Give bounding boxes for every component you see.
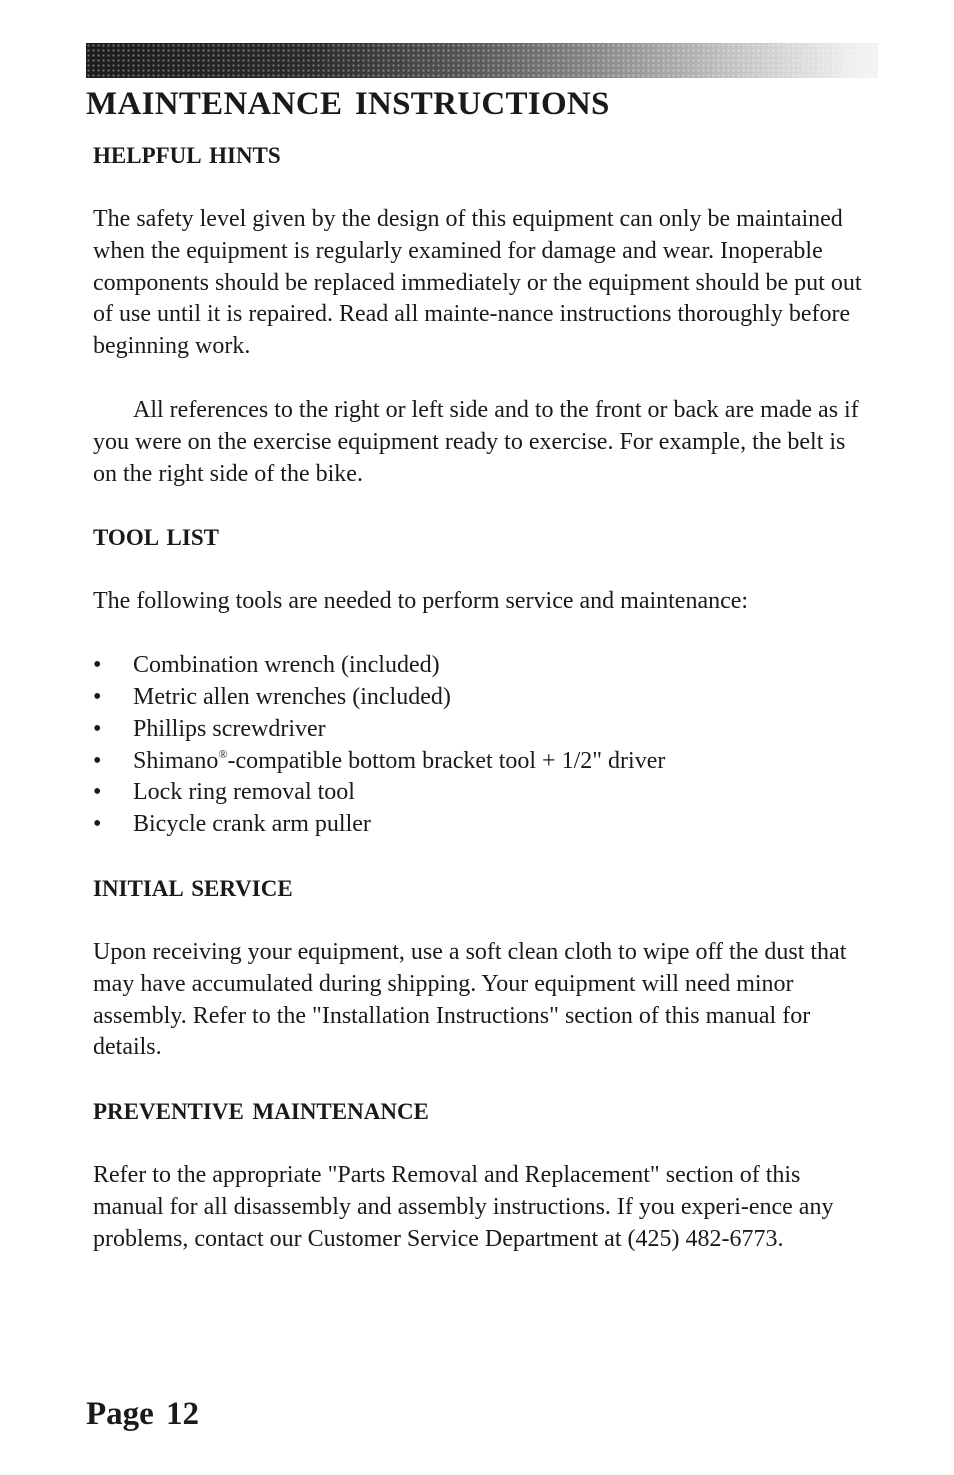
tool-item-label: Lock ring removal tool — [133, 779, 355, 806]
page-content — [93, 140, 863, 1256]
section-tool-list — [93, 522, 863, 841]
section-initial-service — [93, 873, 863, 1064]
tool-item-label: Metric allen wrenches (included) — [133, 683, 451, 710]
bullet-icon: • — [93, 779, 102, 806]
tool-item-label-suffix: -compatible bottom bracket tool + 1/2" driver — [227, 747, 666, 774]
section-helpful-hints — [93, 140, 863, 490]
tool-item-label: Combination wrench (included) — [133, 652, 440, 679]
initial-service-paragraph: Upon receiving your equipment, use a soft clean cloth to wipe off the dust that may have accumulated during shipping. Your equipment will need minor assembly. Refer to the "Installation Instructions" section of this manual for details. — [93, 938, 847, 1061]
list-item — [93, 682, 863, 714]
bullet-icon: • — [93, 652, 102, 679]
registered-mark: ® — [218, 746, 228, 761]
tool-item-label: Phillips screwdriver — [133, 715, 326, 742]
section-preventive-maintenance — [93, 1096, 863, 1255]
header-decorative-bar — [86, 43, 878, 78]
tool-item-label: Shimano — [133, 747, 219, 774]
helpful-hints-paragraph-1: The safety level given by the design of this equipment can only be maintained when the equipment is regularly examined for damage and wear. Inoperable components should be replaced immediately or the equipment should be put out of use until it is repaired. Read all mainte-nance instructions thoroughly before beginning work. — [93, 206, 862, 360]
tool-item-label: Bicycle crank arm puller — [133, 811, 371, 838]
tool-list-intro: The following tools are needed to perform service and maintenance: — [93, 588, 749, 615]
helpful-hints-heading: HELPFUL HINTS — [93, 143, 281, 168]
preventive-maintenance-heading: PREVENTIVE MAINTENANCE — [93, 1099, 429, 1125]
page-number: Page 12 — [86, 1396, 200, 1432]
bullet-icon: • — [93, 811, 102, 838]
preventive-maintenance-paragraph: Refer to the appropriate "Parts Removal and Replacement" section of this manual for all disassembly and assembly instructions. If you experi-ence any problems, contact our Customer Service Department at (425) 482-6773. — [93, 1162, 834, 1252]
initial-service-heading: INITIAL SERVICE — [93, 875, 293, 901]
tool-list — [93, 650, 863, 841]
list-item — [93, 809, 863, 841]
bullet-icon: • — [93, 715, 102, 742]
list-item — [93, 650, 863, 682]
tool-list-heading: TOOL LIST — [93, 525, 219, 551]
list-item — [93, 714, 863, 746]
page-title: MAINTENANCE INSTRUCTIONS — [86, 86, 610, 122]
list-item — [93, 777, 863, 809]
list-item — [93, 746, 863, 778]
helpful-hints-paragraph-2: All references to the right or left side and to the front or back are made as if you were on the exercise equipment ready to exercise. For example, the belt is on the right side of the bike. — [93, 396, 859, 487]
bullet-icon: • — [93, 683, 102, 710]
bullet-icon: • — [93, 747, 102, 774]
